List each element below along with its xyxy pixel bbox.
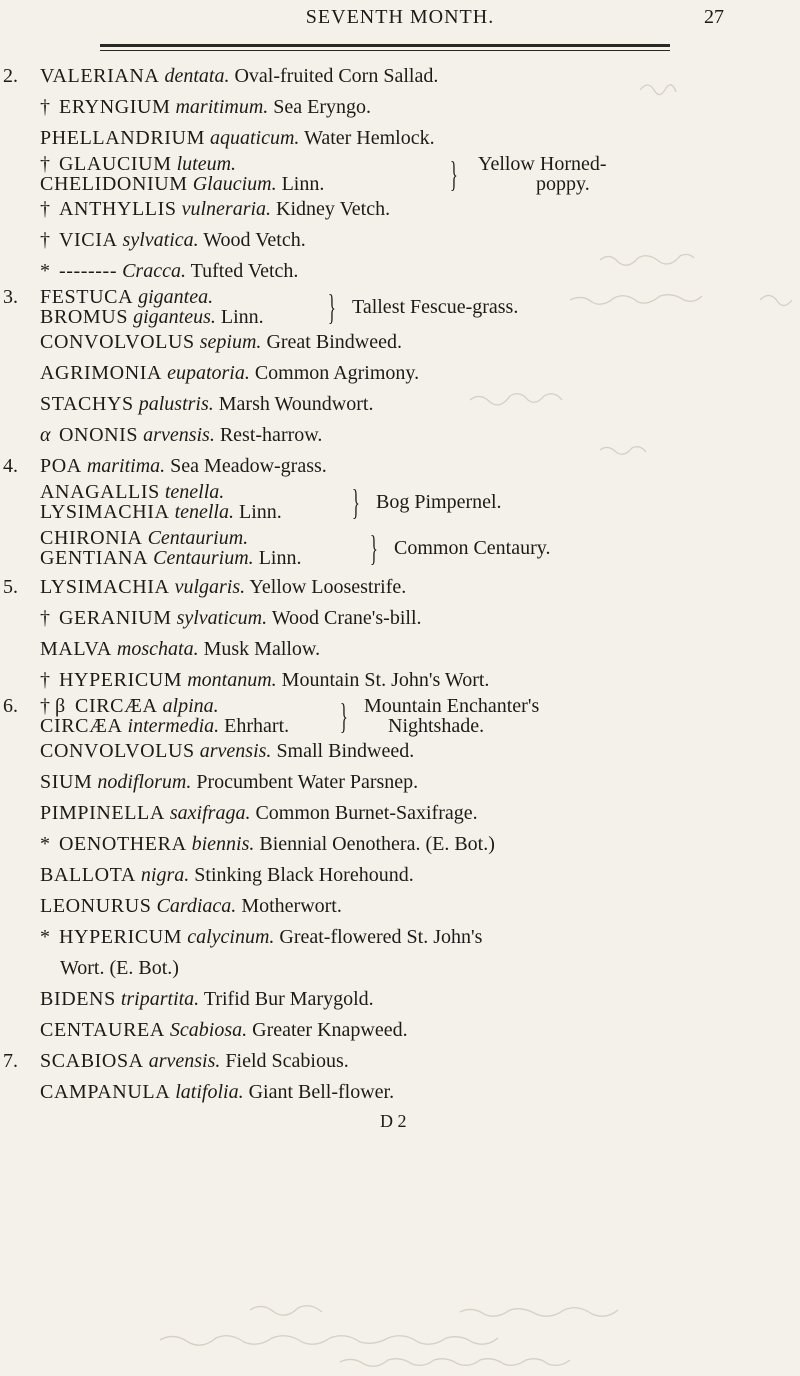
common-name: Kidney Vetch. (276, 198, 391, 220)
species: Glaucium. (192, 173, 277, 195)
list-item (0, 984, 800, 1015)
list-item (0, 798, 800, 829)
list-item (0, 603, 800, 634)
list-item (0, 194, 800, 225)
synonym-pair (0, 696, 800, 736)
common-name-cont: Wort. (E. Bot.) (60, 957, 179, 979)
genus: LYSIMACHIA (40, 501, 170, 523)
status-mark: α (40, 424, 51, 446)
common-name: Biennial Oenothera. (E. Bot.) (259, 833, 495, 855)
genus: POA (40, 455, 82, 477)
day-number: 6. (3, 695, 18, 717)
signature-mark: D 2 (380, 1111, 407, 1131)
common-name-cont: Nightshade. (388, 715, 485, 737)
species: sylvaticum. (176, 607, 268, 629)
list-item (0, 358, 800, 389)
species: arvensis. (148, 1050, 221, 1072)
genus: GENTIANA (40, 547, 149, 569)
status-mark: † (40, 229, 50, 251)
day-number: 5. (3, 576, 18, 598)
list-item (0, 1046, 800, 1077)
genus: VALERIANA (40, 65, 160, 87)
list-item (0, 61, 800, 92)
genus: HYPERICUM (59, 926, 183, 948)
status-mark: * (40, 926, 50, 948)
genus: CHELIDONIUM (40, 173, 188, 195)
genus: FESTUCA (40, 286, 134, 308)
common-name: Yellow Loosestrife. (249, 576, 407, 598)
species: latifolia. (175, 1081, 244, 1103)
genus: PHELLANDRIUM (40, 127, 205, 149)
genus: CONVOLVOLUS (40, 740, 195, 762)
status-mark: † (40, 607, 50, 629)
brace-icon: } (370, 528, 378, 568)
genus: BALLOTA (40, 864, 136, 886)
genus: GLAUCIUM (59, 153, 172, 175)
genus: BROMUS (40, 306, 129, 328)
list-item (0, 634, 800, 665)
list-item (0, 891, 800, 922)
common-name: Musk Mallow. (203, 638, 321, 660)
genus: PIMPINELLA (40, 802, 165, 824)
common-name: Procumbent Water Parsnep. (196, 771, 419, 793)
common-name: Oval-fruited Corn Sallad. (234, 65, 439, 87)
genus: CONVOLVOLUS (40, 331, 195, 353)
genus: CIRCÆA (40, 715, 123, 737)
status-mark: † β (40, 695, 66, 717)
species: intermedia. (127, 715, 220, 737)
common-name: Sea Meadow-grass. (170, 455, 327, 477)
species: arvensis. (143, 424, 215, 446)
list-item-continuation (0, 953, 800, 984)
common-name: Mountain St. John's Wort. (281, 669, 490, 691)
scribble-stroke (460, 1308, 618, 1317)
species: Centaurium. (153, 547, 254, 569)
genus: CHIRONIA (40, 527, 143, 549)
genus: HYPERICUM (59, 669, 183, 691)
authority: Linn. (281, 173, 325, 195)
running-title: SEVENTH MONTH. (305, 6, 495, 28)
species: sepium. (199, 331, 262, 353)
status-mark: † (40, 198, 50, 220)
header-rule-thick (100, 44, 670, 47)
species: Scabiosa. (169, 1019, 248, 1041)
common-name: Sea Eryngo. (273, 96, 372, 118)
status-mark: † (40, 96, 50, 118)
common-name: Water Hemlock. (304, 127, 435, 149)
status-mark: * (40, 833, 50, 855)
genus: VICIA (59, 229, 118, 251)
common-name: Common Burnet-Saxifrage. (255, 802, 478, 824)
species: tenella. (164, 481, 225, 503)
genus: ANAGALLIS (40, 481, 160, 503)
common-name: Tufted Vetch. (190, 260, 299, 282)
common-name: Great Bindweed. (266, 331, 402, 353)
page-number: 27 (704, 6, 724, 28)
species: gigantea. (138, 286, 214, 308)
genus: SIUM (40, 771, 93, 793)
scribble-stroke (340, 1359, 570, 1367)
species: aquaticum. (209, 127, 300, 149)
authority: Linn. (258, 547, 302, 569)
day-number: 2. (3, 65, 18, 87)
common-name: Great-flowered St. John's (279, 926, 483, 948)
header-rule-thin (100, 50, 670, 51)
species: dentata. (164, 65, 230, 87)
common-name: Bog Pimpernel. (376, 491, 502, 513)
scribble-stroke (250, 1306, 322, 1315)
synonym-pair (0, 528, 800, 568)
genus: ERYNGIUM (59, 96, 171, 118)
common-name: Mountain Enchanter's (364, 695, 540, 717)
common-name: Rest-harrow. (219, 424, 323, 446)
species: biennis. (191, 833, 255, 855)
common-name: Common Agrimony. (254, 362, 420, 384)
synonym-pair (0, 482, 800, 522)
genus: CIRCÆA (75, 695, 158, 717)
genus-ditto: -------- (59, 260, 118, 282)
list-item (0, 420, 800, 451)
genus: LEONURUS (40, 895, 152, 917)
species: moschata. (116, 638, 199, 660)
list-item (0, 572, 800, 603)
common-name: Stinking Black Horehound. (194, 864, 414, 886)
species: Cracca. (122, 260, 186, 282)
brace-icon: } (352, 482, 360, 522)
brace-icon: } (450, 154, 458, 194)
status-mark: † (40, 153, 50, 175)
genus: ANTHYLLIS (59, 198, 177, 220)
scribble-stroke (160, 1336, 498, 1345)
brace-icon: } (328, 287, 336, 327)
genus: LYSIMACHIA (40, 576, 170, 598)
species: maritima. (86, 455, 166, 477)
list-item (0, 327, 800, 358)
species: eupatoria. (167, 362, 250, 384)
common-name: Giant Bell-flower. (248, 1081, 395, 1103)
common-name: Wood Vetch. (203, 229, 306, 251)
list-item (0, 256, 800, 287)
common-name: Small Bindweed. (276, 740, 415, 762)
genus: MALVA (40, 638, 112, 660)
genus: CAMPANULA (40, 1081, 171, 1103)
species: calycinum. (187, 926, 275, 948)
authority: Ehrhart. (224, 715, 290, 737)
common-name: Greater Knapweed. (252, 1019, 408, 1041)
list-item (0, 123, 800, 154)
genus: SCABIOSA (40, 1050, 144, 1072)
common-name: Wood Crane's-bill. (271, 607, 422, 629)
status-mark: * (40, 260, 50, 282)
authority: Linn. (239, 501, 282, 523)
list-item (0, 389, 800, 420)
common-name: Marsh Woundwort. (218, 393, 374, 415)
species: nodiflorum. (97, 771, 192, 793)
genus: BIDENS (40, 988, 116, 1010)
species: tripartita. (120, 988, 200, 1010)
list-item (0, 860, 800, 891)
genus: OENOTHERA (59, 833, 187, 855)
common-name-cont: poppy. (536, 173, 590, 195)
day-number: 7. (3, 1050, 18, 1072)
list-item (0, 829, 800, 860)
species: alpina. (162, 695, 219, 717)
list-item (0, 92, 800, 123)
synonym-pair (0, 287, 800, 327)
plant-list (0, 61, 800, 1134)
species: vulneraria. (181, 198, 272, 220)
species: luteum. (176, 153, 237, 175)
genus: ONONIS (59, 424, 139, 446)
list-item (0, 1015, 800, 1046)
status-mark: † (40, 669, 50, 691)
list-item (0, 665, 800, 696)
synonym-pair (0, 154, 800, 194)
common-name: Trifid Bur Marygold. (203, 988, 374, 1010)
genus: CENTAUREA (40, 1019, 165, 1041)
common-name: Tallest Fescue-grass. (352, 296, 519, 318)
list-item (0, 451, 800, 482)
species: nigra. (140, 864, 190, 886)
common-name: Field Scabious. (225, 1050, 349, 1072)
genus: AGRIMONIA (40, 362, 163, 384)
common-name: Motherwort. (241, 895, 342, 917)
genus: GERANIUM (59, 607, 172, 629)
common-name: Yellow Horned- (478, 153, 607, 175)
species: tenella. (174, 501, 234, 523)
list-item (0, 225, 800, 256)
brace-icon: } (340, 696, 348, 736)
species: maritimum. (175, 96, 269, 118)
common-name: Common Centaury. (394, 537, 551, 559)
species: palustris. (138, 393, 214, 415)
species: montanum. (187, 669, 277, 691)
species: vulgaris. (174, 576, 246, 598)
genus: STACHYS (40, 393, 134, 415)
species: Centaurium. (147, 527, 249, 549)
list-item (0, 922, 800, 953)
list-item (0, 767, 800, 798)
signature-row (0, 1108, 800, 1134)
species: arvensis. (199, 740, 272, 762)
list-item (0, 1077, 800, 1108)
species: sylvatica. (122, 229, 199, 251)
species: Cardiaca. (156, 895, 237, 917)
day-number: 4. (3, 455, 18, 477)
species: saxifraga. (169, 802, 251, 824)
day-number: 3. (3, 286, 18, 308)
authority: Linn. (220, 306, 264, 328)
list-item (0, 736, 800, 767)
species: giganteus. (133, 306, 216, 328)
